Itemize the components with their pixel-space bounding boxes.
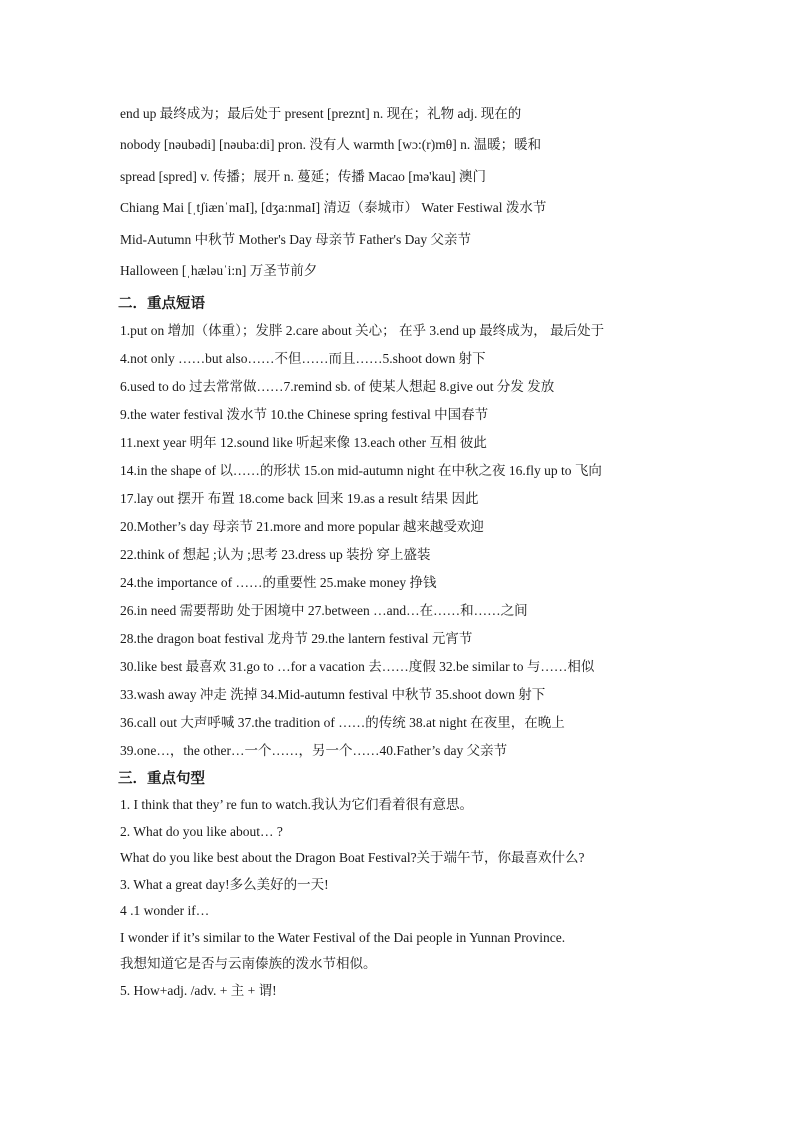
phrase-line: 17.lay out 摆开 布置 18.come back 回来 19.as a result 结果 因此 xyxy=(120,491,479,506)
phrase-line: 36.call out 大声呼喊 37.the tradition of ……的传统 38.at night 在夜里，在晚上 xyxy=(120,715,565,730)
vocabulary-line: spread [spred] v. 传播；展开 n. 蔓延；传播 Macao [mə'kau] 澳门 xyxy=(120,168,486,184)
phrase-line: 11.next year 明年 12.sound like 听起来像 13.each other 互相 彼此 xyxy=(120,435,487,450)
phrase-line: 9.the water festival 泼水节 10.the Chinese spring festival 中国春节 xyxy=(120,407,489,422)
phrase-line: 20.Mother’s day 母亲节 21.more and more popular 越来越受欢迎 xyxy=(120,519,484,534)
section-heading-key-sentences: 三．重点句型 xyxy=(118,771,205,787)
vocabulary-line: Halloween [ˌhæləuˈi:n] 万圣节前夕 xyxy=(120,262,318,278)
phrase-line: 33.wash away 冲走 洗掉 34.Mid-autumn festival 中秋节 35.shoot down 射下 xyxy=(120,687,546,702)
sentence-line: What do you like best about the Dragon Boat Festival?关于端午节，你最喜欢什么? xyxy=(120,850,585,865)
key-phrases-list xyxy=(120,317,740,765)
vocabulary-line: end up 最终成为；最后处于 present [preznt] n. 现在；礼物 adj. 现在的 xyxy=(120,106,522,121)
sentence-line: 1. I think that they’ re fun to watch.我认为它们看着很有意思。 xyxy=(120,797,473,812)
phrase-line: 28.the dragon boat festival 龙舟节 29.the lantern festival 元宵节 xyxy=(120,631,473,646)
phrase-line: 6.used to do 过去常常做……7.remind sb. of 使某人想起 8.give out 分发 发放 xyxy=(120,379,555,394)
phrase-line: 1.put on 增加（体重）；发胖 2.care about 关心； 在乎 3.end up 最终成为， 最后处于 xyxy=(120,323,605,338)
sentence-line: 4 .1 wonder if… xyxy=(120,903,210,918)
vocabulary-line: nobody [nəubədi] [nəuba:di] pron. 没有人 warmth [wɔ:(r)mθ] n. 温暖；暖和 xyxy=(120,137,542,153)
sentence-line: I wonder if it’s similar to the Water Festival of the Dai people in Yunnan Province. xyxy=(120,929,566,945)
sentence-line: 3. What a great day!多么美好的一天! xyxy=(120,876,329,892)
vocabulary-line: Chiang Mai [ˌtʃiænˈmaI], [dʒa:nmaI] 清迈（泰城市） Water Festiwal 泼水节 xyxy=(120,200,547,216)
key-sentences-list xyxy=(120,792,740,1004)
sentence-line: 我想知道它是否与云南傣族的泼水节相似。 xyxy=(120,956,377,971)
phrase-line: 30.like best 最喜欢 31.go to …for a vacation 去……度假 32.be similar to 与……相似 xyxy=(120,659,595,674)
phrase-line: 14.in the shape of 以……的形状 15.on mid-autumn night 在中秋之夜 16.fly up to 飞向 xyxy=(120,463,602,478)
phrase-line: 24.the importance of ……的重要性 25.make money 挣钱 xyxy=(120,575,437,590)
phrase-line: 26.in need 需要帮助 处于困境中 27.between …and…在……和……之间 xyxy=(120,603,528,618)
section-heading-key-phrases: 二．重点短语 xyxy=(118,296,205,312)
vocabulary-line: Mid-Autumn 中秋节 Mother's Day 母亲节 Father's Day 父亲节 xyxy=(120,231,471,247)
phrase-line: 4.not only ……but also……不但……而且……5.shoot down 射下 xyxy=(120,351,486,366)
vocabulary-list xyxy=(120,98,740,286)
sentence-line: 2. What do you like about… ? xyxy=(120,823,283,839)
phrase-line: 39.one…，the other…一个……，另一个……40.Father’s day 父亲节 xyxy=(120,743,508,758)
sentence-line: 5. How+adj. /adv. + 主 + 谓! xyxy=(120,982,277,998)
phrase-line: 22.think of 想起 ;认为 ;思考 23.dress up 装扮 穿上盛装 xyxy=(120,547,431,562)
